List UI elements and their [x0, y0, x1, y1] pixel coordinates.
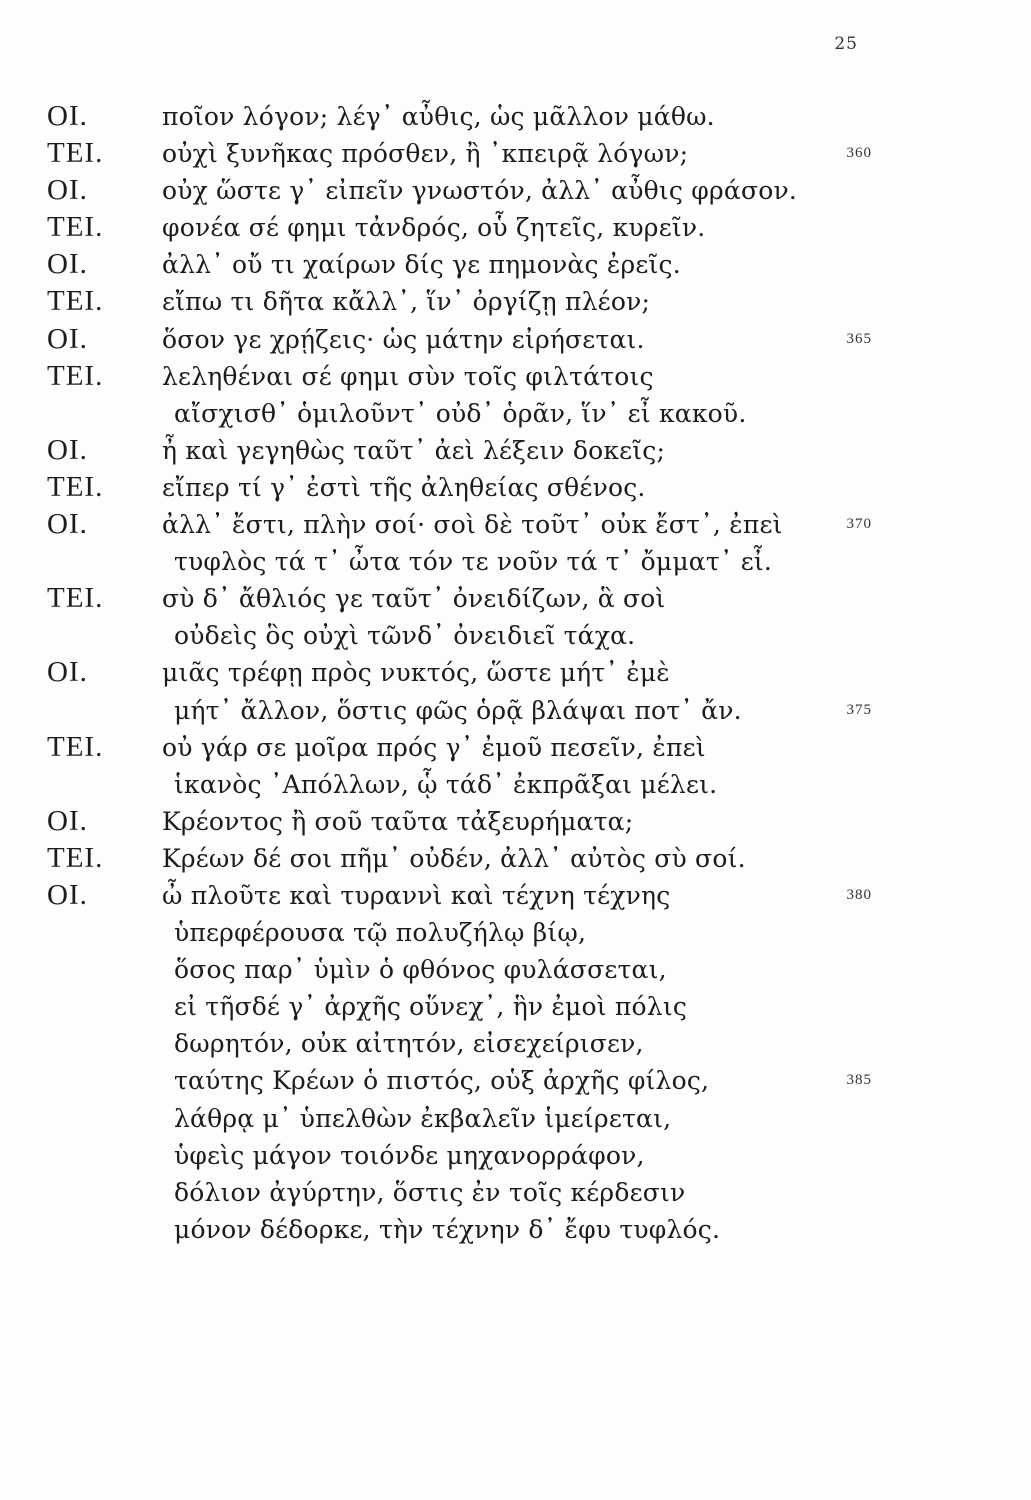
verse-text: μόνον δέδορκε, τὴν τέχνην δ᾽ ἔφυ τυφλός.: [174, 1214, 721, 1244]
verse-line: [0, 506, 1031, 543]
verse-line: [0, 766, 1031, 803]
verse-text: ἀλλ᾽ οὔ τι χαίρων δίς γε πημονὰς ἐρεῖς.: [162, 250, 681, 280]
speaker-label: ΟΙ.: [47, 174, 88, 207]
speaker-label: ΤΕΙ.: [47, 470, 104, 503]
speaker-label: ΤΕΙ.: [47, 582, 104, 615]
verse-text: μιᾶς τρέφῃ πρὸς νυκτός, ὥστε μήτ᾽ ἐμὲ: [162, 658, 670, 688]
line-number: 375: [846, 701, 872, 718]
speaker-label: ΤΕΙ.: [47, 841, 104, 874]
verse-line: [0, 469, 1031, 506]
verse-text: ὑφεὶς μάγον τοιόνδε μηχανορράφον,: [174, 1140, 645, 1170]
verse-lines: [0, 98, 1031, 1248]
verse-line: [0, 1025, 1031, 1062]
speaker-label: ΟΙ.: [47, 878, 88, 911]
verse-text: οὐχὶ ξυνῆκας πρόσθεν, ἢ ᾽κπειρᾷ λόγων;: [162, 139, 689, 169]
verse-text: ὑπερφέρουσα τῷ πολυζήλῳ βίῳ,: [174, 918, 587, 948]
verse-line: [0, 951, 1031, 988]
verse-text: ποῖον λόγον; λέγ᾽ αὖθις, ὡς μᾶλλον μάθω.: [162, 102, 715, 131]
speaker-label: ΟΙ.: [47, 100, 88, 132]
verse-line: [0, 135, 1031, 172]
speaker-label: ΤΕΙ.: [47, 730, 104, 763]
speaker-label: ΟΙ.: [47, 804, 88, 837]
verse-line: [0, 840, 1031, 877]
verse-text: Κρέων δέ σοι πῆμ᾽ οὐδέν, ἀλλ᾽ αὐτὸς σὺ σοί.: [162, 843, 746, 873]
line-number: 380: [846, 886, 872, 903]
speaker-label: ΤΕΙ.: [47, 359, 104, 392]
verse-line: [0, 246, 1031, 283]
verse-text: ὅσος παρ᾽ ὑμὶν ὁ φθόνος φυλάσσεται,: [174, 955, 667, 985]
verse-line: [0, 432, 1031, 469]
speaker-label: ΤΕΙ.: [47, 285, 104, 318]
verse-line: [0, 321, 1031, 358]
speaker-label: ΟΙ.: [47, 322, 88, 355]
verse-text: δόλιον ἀγύρτην, ὅστις ἐν τοῖς κέρδεσιν: [174, 1177, 686, 1207]
speaker-label: ΟΙ.: [47, 656, 88, 689]
verse-text: σὺ δ᾽ ἄθλιός γε ταῦτ᾽ ὀνειδίζων, ἃ σοὶ: [162, 584, 666, 614]
verse-text: ἀλλ᾽ ἔστι, πλὴν σοί· σοὶ δὲ τοῦτ᾽ οὐκ ἔστ᾽, ἐπεὶ: [162, 510, 783, 540]
line-number: 360: [846, 145, 872, 162]
verse-line: [0, 654, 1031, 691]
verse-line: [0, 877, 1031, 914]
line-number: 385: [846, 1072, 872, 1089]
verse-line: [0, 1137, 1031, 1174]
verse-line: [0, 98, 1031, 135]
verse-text: Κρέοντος ἢ σοῦ ταῦτα τἀξευρήματα;: [162, 806, 634, 836]
verse-line: [0, 209, 1031, 246]
verse-text: μήτ᾽ ἄλλον, ὅστις φῶς ὁρᾷ βλάψαι ποτ᾽ ἄν.: [174, 695, 742, 725]
verse-line: [0, 692, 1031, 729]
verse-text: ταύτης Κρέων ὁ πιστός, οὑξ ἀρχῆς φίλος,: [174, 1066, 710, 1096]
verse-line: [0, 988, 1031, 1025]
verse-line: [0, 1062, 1031, 1099]
verse-line: [0, 358, 1031, 395]
speaker-label: ΟΙ.: [47, 508, 88, 541]
verse-text: ἦ καὶ γεγηθὼς ταῦτ᾽ ἀεὶ λέξειν δοκεῖς;: [162, 435, 666, 465]
verse-text: εἴπω τι δῆτα κἄλλ᾽, ἵν᾽ ὀργίζῃ πλέον;: [162, 287, 651, 317]
speaker-label: ΟΙ.: [47, 433, 88, 466]
verse-line: [0, 580, 1031, 617]
line-number: 370: [846, 516, 872, 533]
speaker-label: ΤΕΙ.: [47, 211, 104, 244]
verse-text: ὦ πλοῦτε καὶ τυραννὶ καὶ τέχνη τέχνης: [162, 880, 671, 910]
line-number: 365: [846, 330, 872, 347]
verse-line: [0, 803, 1031, 840]
verse-text: λάθρᾳ μ᾽ ὑπελθὼν ἐκβαλεῖν ἱμείρεται,: [174, 1103, 672, 1133]
verse-line: [0, 395, 1031, 432]
verse-text: εἰ τῆσδέ γ᾽ ἀρχῆς οὕνεχ᾽, ἣν ἐμοὶ πόλις: [174, 992, 688, 1022]
verse-text: αἴσχισθ᾽ ὁμιλοῦντ᾽ οὐδ᾽ ὁρᾶν, ἵν᾽ εἶ κακοῦ.: [174, 398, 747, 428]
verse-text: οὐχ ὥστε γ᾽ εἰπεῖν γνωστόν, ἀλλ᾽ αὖθις φράσον.: [162, 176, 798, 206]
verse-text: ὅσον γε χρῄζεις· ὡς μάτην εἰρήσεται.: [162, 324, 645, 354]
speaker-label: ΟΙ.: [47, 248, 88, 281]
verse-text: οὐ γάρ σε μοῖρα πρός γ᾽ ἐμοῦ πεσεῖν, ἐπεὶ: [162, 732, 706, 762]
verse-line: [0, 914, 1031, 951]
verse-line: [0, 1211, 1031, 1248]
verse-line: [0, 617, 1031, 654]
verse-text: τυφλὸς τά τ᾽ ὦτα τόν τε νοῦν τά τ᾽ ὄμματ᾽ εἶ.: [174, 547, 773, 577]
verse-line: [0, 729, 1031, 766]
speaker-label: ΤΕΙ.: [47, 137, 104, 170]
verse-text: λεληθέναι σέ φημι σὺν τοῖς φιλτάτοις: [162, 361, 654, 391]
verse-text: φονέα σέ φημι τἀνδρός, οὗ ζητεῖς, κυρεῖν.: [162, 213, 706, 243]
verse-text: εἴπερ τί γ᾽ ἐστὶ τῆς ἀληθείας σθένος.: [162, 472, 646, 502]
verse-line: [0, 283, 1031, 320]
verse-line: [0, 543, 1031, 580]
verse-line: [0, 1174, 1031, 1211]
verse-text: οὐδεὶς ὃς οὐχὶ τῶνδ᾽ ὀνειδιεῖ τάχα.: [174, 621, 636, 651]
verse-text: ἱκανὸς ᾽Απόλλων, ᾧ τάδ᾽ ἐκπρᾶξαι μέλει.: [174, 769, 718, 799]
verse-line: [0, 1100, 1031, 1137]
verse-line: [0, 172, 1031, 209]
page-number: 25: [834, 34, 858, 54]
verse-text: δωρητόν, οὐκ αἰτητόν, εἰσεχείρισεν,: [174, 1029, 644, 1059]
